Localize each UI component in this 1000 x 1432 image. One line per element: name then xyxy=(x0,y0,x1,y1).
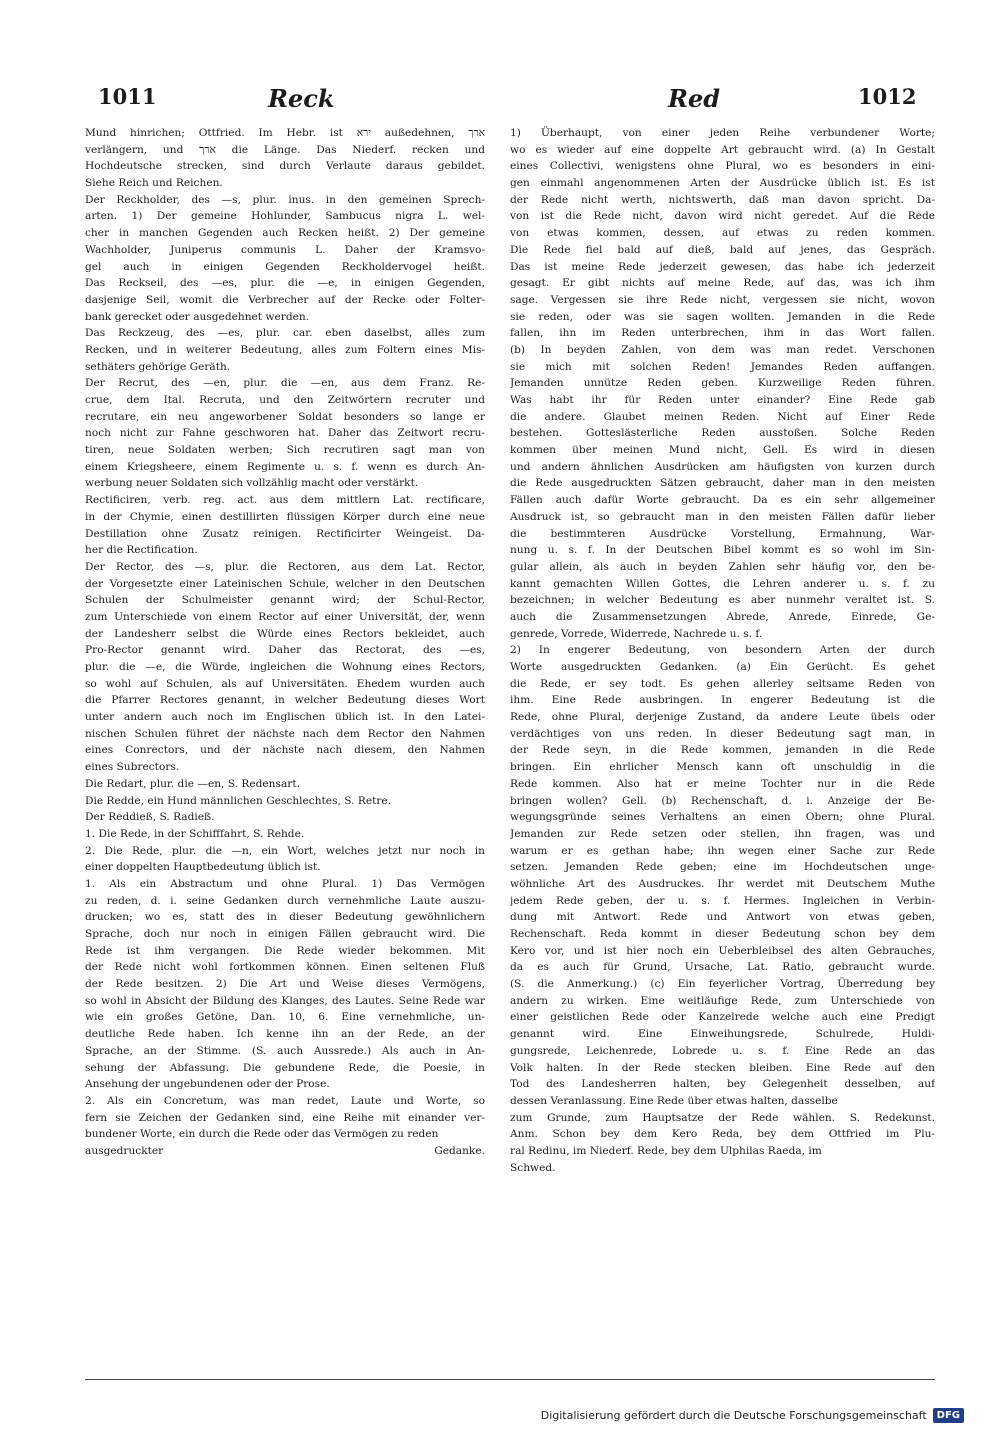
text-line: die bestimmteren Ausdrücke Vorstellung, Ermahnung, War- xyxy=(510,527,935,540)
text-line: jedem Rede geben, der u. s. f. Hermes. Ingleichen in Verbin- xyxy=(510,894,935,907)
left-text-column xyxy=(85,125,485,1160)
text-line: Volk halten. In der Rede stecken bleiben. Eine Rede auf den xyxy=(510,1061,935,1074)
text-line: Wachholder, Juniperus communis L. Daher der Kramsvo- xyxy=(85,243,485,256)
right-page-number: 1012 xyxy=(858,84,917,109)
text-line: der Rede besitzen. 2) Die Art und Weise dieses Vermögens, xyxy=(85,978,485,991)
text-line: zu reden, d. i. seine Gedanken durch vernehmliche Laute auszu- xyxy=(85,894,485,907)
text-line: Rectificiren, verb. reg. act. aus dem mittlern Lat. rectificare, xyxy=(85,494,485,507)
text-line: sie mich mit solchen Reden! Jemandes Reden auffangen. xyxy=(510,360,935,373)
text-line: 2. Als ein Concretum, was man redet, Laute und Worte, so xyxy=(85,1094,485,1107)
text-line: dung mit Antwort. Rede und Antwort von etwas geben, xyxy=(510,911,935,924)
text-line: Jemanden zur Rede setzen oder stellen, ihn fragen, was und xyxy=(510,827,935,840)
text-line: Pro-Rector genannt wird. Daher das Rectorat, des —es, xyxy=(85,644,485,657)
digitization-footer xyxy=(541,1408,964,1423)
text-line: sehung der Abfassung. Die gebundene Rede, die Poesie, in xyxy=(85,1061,485,1074)
right-text-column xyxy=(510,125,935,1176)
text-line: Ausdruck ist, so gebraucht man in den meisten Fällen dafür lieber xyxy=(510,510,935,523)
text-line: Fällen auch dafür Worte gebraucht. Da es ein sehr allgemeiner xyxy=(510,494,935,507)
text-line: Jemanden unnütze Reden geben. Kurzweilige Reden führen. xyxy=(510,377,935,390)
text-line: 1. Die Rede, in der Schifffahrt, S. Rehde. xyxy=(85,827,305,840)
text-line: ihm. Eine Rede ausbringen. In engerer Bedeutung ist die xyxy=(510,694,935,707)
text-line: gular allein, als auch in beyden Zahlen sehr häufig vor, den be- xyxy=(510,560,935,573)
text-line: gen einmahl angenommenen Arten der Ausdrücke üblich ist. Es ist xyxy=(510,177,935,190)
text-line: so wohl in Absicht der Bildung des Klanges, des Lautes. Seine Rede war xyxy=(85,994,485,1007)
text-line: eines Subrectors. xyxy=(85,761,180,774)
text-line: genannt wird. Eine Einweihungsrede, Schulrede, Huldi- xyxy=(510,1028,935,1041)
text-line: die andere. Glaubet meinen Reden. Nicht auf Einer Rede xyxy=(510,410,935,423)
text-line: der Rede nicht werth, nichtswerth, daß man davon spricht. Da- xyxy=(510,193,935,206)
text-line: crue, dem Ital. Recruta, und den Zeitwörtern recruter und xyxy=(85,394,485,406)
text-line: Mund hinrichen; Ottfried. Im Hebr. ist ירא außedehnen, ארך xyxy=(85,127,485,139)
text-line: eines Collectivi, wenigstens ohne Plural, wo es besonders in eini- xyxy=(510,160,935,173)
text-line: (b) In beyden Zahlen, von dem was man redet. Verschonen xyxy=(510,343,935,356)
text-line: einer doppelten Hauptbedeutung üblich ist. xyxy=(85,861,321,874)
text-line: da es auch für Grund, Ursache, Lat. Ratio, gebraucht wurde. xyxy=(510,961,935,974)
text-line: wegungsgründe seines Verhaltens an einen Obern; ohne Plural. xyxy=(510,811,935,824)
text-line: Rechenschaft. Reda kommt in dieser Bedeutung schon bey dem xyxy=(510,928,935,940)
text-line: die Pfarrer Rectores genannt, in welcher Bedeutung dieses Wort xyxy=(85,694,485,707)
text-line: der Vorgesetzte einer Lateinischen Schule, welcher in den Deutschen xyxy=(85,577,485,590)
text-line: Rede ist ihm vergangen. Die Rede wieder bekommen. Mit xyxy=(85,944,485,957)
text-line: Was habt ihr für Reden unter einander? Eine Rede gab xyxy=(510,394,935,406)
text-line: in der Chymie, einen destillirten flüssigen Körper durch eine neue xyxy=(85,510,485,523)
text-line: einem Kriegsheere, einem Regimente u. s. f. wenn es durch An- xyxy=(85,460,485,473)
text-line: sethäters gehörige Geräth. xyxy=(85,360,231,373)
text-line: Der Recrut, des —en, plur. die —en, aus dem Franz. Re- xyxy=(85,377,485,390)
text-line: bank gerecket oder ausgedehnet werden. xyxy=(85,310,310,323)
text-line: kannt gemachten Willen Gottes, die Lehren anderer u. s. f. zu xyxy=(510,577,935,590)
text-line: Sprache, an der Stimme. (S. auch Aussrede.) Als auch in An- xyxy=(85,1044,485,1057)
text-line: Anm. Schon bey dem Kero Reda, bey dem Ottfried im Plu- xyxy=(510,1128,935,1141)
text-line: Recken, und in weiterer Bedeutung, alles zum Foltern eines Mis- xyxy=(85,343,485,356)
text-line: nung u. s. f. In der Deutschen Bibel kommt es so wohl im Sin- xyxy=(510,544,935,557)
text-line: tiren, neue Soldaten werben; Sich recrutiren sagt man von xyxy=(85,444,485,457)
text-line: (S. die Anmerkung.) (c) Ein feyerlicher Vortrag, Überredung bey xyxy=(510,978,935,991)
footer-text: Digitalisierung gefördert durch die Deutsche Forschungsgemeinschaft xyxy=(540,1409,927,1422)
text-line: fallen, ihn im Reden unterbrechen, ihm in das Wort fallen. xyxy=(510,327,935,340)
text-line: drucken; wo es, statt des in dieser Bedeutung gewöhnlichern xyxy=(85,911,485,924)
text-line: die Rede ausgedruckten Sätzen gebraucht, daher man in den meisten xyxy=(510,477,935,490)
right-running-head: Red xyxy=(668,84,720,113)
text-line: Der Reckholder, des —s, plur. inus. in den gemeinen Sprech- xyxy=(85,193,485,206)
text-line: arten. 1) Der gemeine Hohlunder, Sambucus nigra L. wel- xyxy=(85,210,485,223)
text-line: der Landesherr selbst die Würde eines Rectors bekleidet, auch xyxy=(85,627,485,640)
text-line: und andern ähnlichen Ausdrücken am häufigsten von kurzen durch xyxy=(510,460,935,473)
bottom-rule xyxy=(85,1379,935,1380)
text-line: von ist die Rede nicht, davon wird nicht geredet. Auf die Rede xyxy=(510,210,935,223)
text-line: 1) Überhaupt, von einer jeden Reihe verbundener Worte; xyxy=(510,127,935,139)
text-line: sie reden, oder was sie sagen wollten. Jemanden in die Rede xyxy=(510,310,935,323)
text-line: dasjenige Seil, womit die Verbrecher auf der Recke oder Folter- xyxy=(85,293,485,306)
text-line: Hochdeutsche strecken, sind durch Verlaute daraus gebildet. xyxy=(85,160,485,173)
text-line: der Rede nicht wohl fortkommen können. Einen seltenen Fluß xyxy=(85,961,485,974)
text-line: her die Rectification. xyxy=(85,544,198,557)
text-line: dessen Veranlassung. Eine Rede über etwas halten, dasselbe xyxy=(510,1094,838,1107)
text-line: sage. Vergessen sie ihre Rede nicht, vergessen sie nicht, wovon xyxy=(510,293,935,306)
text-line: zum Grunde, zum Hauptsatze der Rede wählen. S. Redekunst. xyxy=(510,1111,935,1124)
text-line: auch die Zusammensetzungen Abrede, Anrede, Einrede, Ge- xyxy=(510,610,935,623)
text-line: 2) In engerer Bedeutung, von besondern Arten der durch xyxy=(510,644,935,657)
text-line: ral Redinu, im Niederf. Rede, bey dem Ulphilas Raeda, im xyxy=(510,1144,822,1157)
text-line: wie ein großes Getöne, Dan. 10, 6. Eine vernehmliche, un- xyxy=(85,1011,485,1024)
dfg-logo: DFG xyxy=(933,1408,964,1423)
text-line: Das ist meine Rede jederzeit gewesen, das habe ich jederzeit xyxy=(510,260,935,273)
text-line: wo es wieder auf eine doppelte Art gebraucht wird. (a) In Gestalt xyxy=(510,143,935,156)
text-line: Kero vor, und ist hier noch ein Ueberbleibsel des alten Gebrauches, xyxy=(510,944,935,957)
text-line: verdächtiges von uns reden. In dieser Bedeutung sagt man, in xyxy=(510,727,935,740)
text-line: Das Reckseil, des —es, plur. die —e, in einigen Gegenden, xyxy=(85,277,485,290)
text-line: gesagt. Er gibt nichts auf meine Rede, auf das, was ich ihm xyxy=(510,277,935,290)
text-line: der Rede seyn, in die Rede kommen, jemanden in die Rede xyxy=(510,744,935,757)
text-line: so wohl auf Schulen, als auf Universitäten. Ehedem wurden auch xyxy=(85,677,485,690)
text-line: verlängern, und ארך die Länge. Das Niederf. recken und xyxy=(85,143,485,156)
text-line: setzen. Jemanden Rede geben; eine im Hochdeutschen unge- xyxy=(510,861,935,874)
text-line: Rede, ohne Plural, derjenige Zustand, da andere Leute übels oder xyxy=(510,711,935,724)
text-line: nischen Schulen führet der nächste nach dem Rector den Nahmen xyxy=(85,727,485,740)
text-line: eines Conrectors, und der nächste nach diesem, den Nahmen xyxy=(85,744,485,757)
text-line: Die Rede fiel bald auf dieß, bald auf jenes, das Gespräch. xyxy=(510,243,935,256)
text-line: Das Reckzeug, des —es, plur. car. eben daselbst, alles zum xyxy=(85,327,485,340)
text-line: ausgedruckter Gedanke. xyxy=(85,1144,485,1157)
text-line: bringen. Ein ehrlicher Mensch kann oft unschuldig in die xyxy=(510,761,935,774)
text-line: einer geistlichen Rede oder Kanzelrede welche auch eine Predigt xyxy=(510,1011,935,1024)
text-line: 2. Die Rede, plur. die —n, ein Wort, welches jetzt nur noch in xyxy=(85,844,485,857)
text-line: Der Reddieß, S. Radieß. xyxy=(85,811,215,824)
text-line: Siehe Reich und Reichen. xyxy=(85,177,223,190)
text-line: bestehen. Gotteslästerliche Reden ausstoßen. Solche Reden xyxy=(510,427,935,440)
text-line: gungsrede, Leichenrede, Lobrede u. s. f. Eine Rede an das xyxy=(510,1044,935,1057)
text-line: die Rede, er sey todt. Es gehen allerley seltsame Reden von xyxy=(510,677,935,690)
text-line: Ansehung der ungebundenen oder der Prose. xyxy=(85,1078,330,1091)
text-line: Sprache, doch nur noch in einigen Fällen gebraucht wird. Die xyxy=(85,928,485,940)
text-line: von etwas kommen, dessen, auf etwas zu reden kommen. xyxy=(510,227,935,240)
text-line: werbung neuer Soldaten sich vollzählig macht oder verstärkt. xyxy=(85,477,419,490)
text-line: 1. Als ein Abstractum und ohne Plural. 1) Das Vermögen xyxy=(85,877,485,890)
text-line: bezeichnen; in welcher Bedeutung es aber nunmehr veraltet ist. S. xyxy=(510,594,935,607)
text-line: Schwed. xyxy=(510,1161,556,1174)
text-line: Tod des Landesherren halten, bey Gelegenheit desselben, auf xyxy=(510,1078,935,1091)
text-line: Der Rector, des —s, plur. die Rectoren, aus dem Lat. Rector, xyxy=(85,560,485,573)
text-line: wöhnliche Art des Ausdruckes. Ihr werdet mit Deutschem Muthe xyxy=(510,877,935,890)
text-line: fern sie Zeichen der Gedanken sind, eine Reihe mit einander ver- xyxy=(85,1111,485,1124)
text-line: noch nicht zur Fahne geschworen hat. Daher das Zeitwort recru- xyxy=(85,427,485,440)
left-running-head: Reck xyxy=(268,84,335,113)
text-line: gel auch in einigen Gegenden Reckholdervogel heißt. xyxy=(85,260,485,273)
text-line: bundener Worte, ein durch die Rede oder das Vermögen zu reden xyxy=(85,1128,439,1141)
text-line: Rede kommen. Also hat er meine Tochter nur in die Rede xyxy=(510,777,935,790)
text-line: cher in manchen Gegenden auch Recken heißt. 2) Der gemeine xyxy=(85,227,485,240)
text-line: andern zu wirken. Eine weitläufige Rede, zum Unterschiede von xyxy=(510,994,935,1007)
text-line: plur. die —e, die Würde, ingleichen die Wohnung eines Rectors, xyxy=(85,661,485,673)
text-line: unter andern auch noch im Englischen üblich ist. In den Latei- xyxy=(85,711,485,724)
text-line: zum Unterschiede von einem Rector auf einer Universität, der, wenn xyxy=(85,610,485,623)
text-line: Die Redde, ein Hund männlichen Geschlechtes, S. Retre. xyxy=(85,794,392,807)
text-line: bringen wollen? Gell. (b) Rechenschaft, d. i. Anzeige der Be- xyxy=(510,794,935,807)
left-page-number: 1011 xyxy=(98,84,157,109)
text-line: warum er es gethan habe; ihn wegen einer Sache zur Rede xyxy=(510,844,935,857)
text-line: Worte ausgedruckten Gedanken. (a) Ein Gerücht. Es gehet xyxy=(510,661,935,673)
text-line: kommen über meinen Mund nicht, Gell. Es wird in diesen xyxy=(510,444,935,457)
text-line: genrede, Vorrede, Widerrede, Nachrede u. s. f. xyxy=(510,627,763,640)
text-line: Schulen der Schulmeister genannt wird; der Schul-Rector, xyxy=(85,594,485,607)
text-line: deutliche Rede haben. Ich kenne ihn an der Rede, an der xyxy=(85,1028,485,1041)
text-line: Destillation ohne Zusatz reinigen. Rectificirter Weingeist. Da- xyxy=(85,527,485,540)
text-line: Die Redart, plur. die —en, S. Redensart. xyxy=(85,777,300,790)
text-line: recrutare, ein neu angeworbener Soldat besonders so lange er xyxy=(85,410,485,423)
